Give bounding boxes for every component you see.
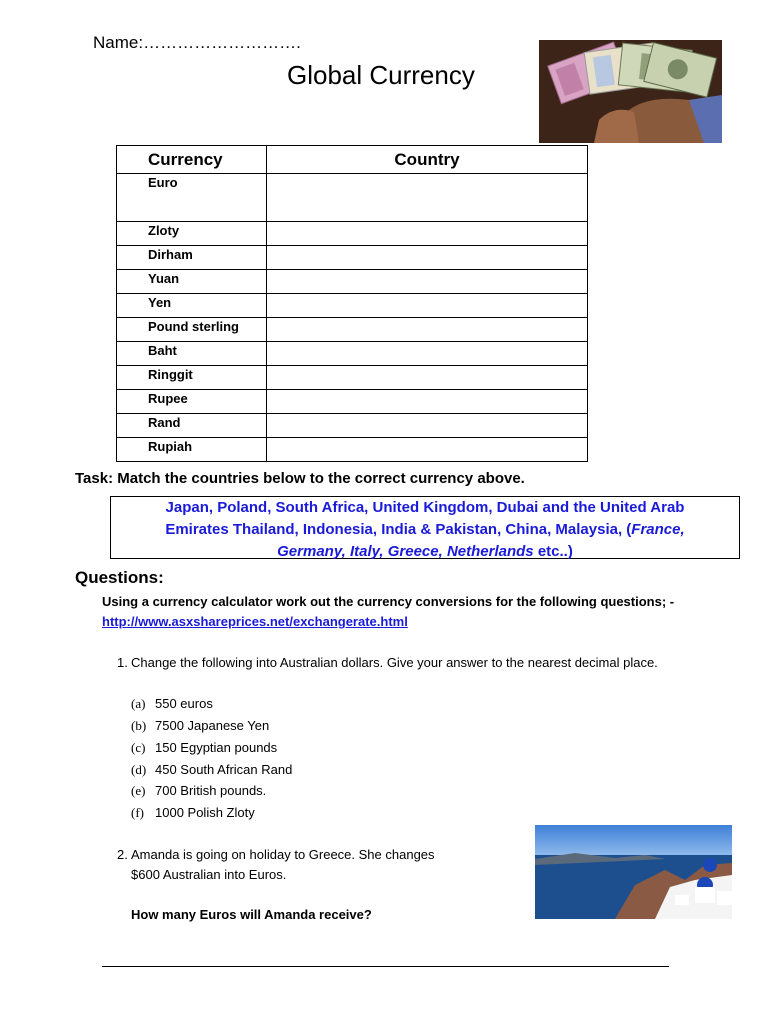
country-answer-cell[interactable]: [267, 270, 588, 294]
question-2-text-line-2: $600 Australian into Euros.: [131, 867, 287, 882]
list-item: (f) 1000 Polish Zloty: [131, 805, 255, 820]
table-row: [117, 318, 588, 342]
country-column-header: Country: [267, 146, 588, 174]
page-title: Global Currency: [287, 60, 475, 90]
questions-heading: Questions:: [75, 568, 164, 587]
currency-column-header: Currency: [117, 146, 267, 174]
list-item: (c) 150 Egyptian pounds: [131, 740, 278, 755]
countries-line-3: Germany, Italy, Greece, Netherlands etc..): [277, 543, 573, 560]
currency-cell: Yuan: [117, 270, 267, 294]
table-row: [117, 414, 588, 438]
question-1-text: Change the following into Australian dollars. Give your answer to the nearest decimal place.: [131, 655, 658, 670]
questions-intro: Using a currency calculator work out the currency conversions for the following questions; -: [102, 594, 675, 609]
currency-cell: Zloty: [117, 222, 267, 246]
currency-cell: Ringgit: [117, 366, 267, 390]
list-item: (b) 7500 Japanese Yen: [131, 718, 270, 733]
table-row: [117, 390, 588, 414]
list-item: (a) 550 euros: [131, 696, 213, 711]
country-answer-cell[interactable]: [267, 222, 588, 246]
country-answer-cell[interactable]: [267, 390, 588, 414]
question-2-text-line-1: Amanda is going on holiday to Greece. She changes: [131, 847, 435, 862]
country-answer-cell[interactable]: [267, 414, 588, 438]
table-row: [117, 294, 588, 318]
table-header-row: [117, 146, 588, 174]
currency-cell: Rand: [117, 414, 267, 438]
list-item: (d) 450 South African Rand: [131, 762, 293, 777]
country-answer-cell[interactable]: [267, 366, 588, 390]
question-1-number: 1.: [117, 655, 128, 670]
countries-line-2: Emirates Thailand, Indonesia, India & Pakistan, China, Malaysia, (France,: [165, 521, 685, 538]
table-row: [117, 366, 588, 390]
name-field-label: Name:……………………….: [93, 33, 301, 52]
exchange-rate-link[interactable]: http://www.asxshareprices.net/exchangerate.html: [102, 614, 408, 629]
currency-cell: Rupiah: [117, 438, 267, 462]
countries-list-box: [110, 496, 740, 559]
country-answer-cell[interactable]: [267, 246, 588, 270]
table-row: [117, 438, 588, 462]
currency-table: [116, 145, 588, 462]
money-photo: [539, 40, 722, 143]
currency-cell: Dirham: [117, 246, 267, 270]
country-answer-cell[interactable]: [267, 294, 588, 318]
table-row: [117, 174, 588, 222]
country-answer-cell[interactable]: [267, 438, 588, 462]
currency-cell: Rupee: [117, 390, 267, 414]
currency-cell: Pound sterling: [117, 318, 267, 342]
country-answer-cell[interactable]: [267, 342, 588, 366]
country-answer-cell[interactable]: [267, 318, 588, 342]
currency-cell: Baht: [117, 342, 267, 366]
table-row: [117, 270, 588, 294]
table-row: [117, 222, 588, 246]
question-2-number: 2.: [117, 847, 128, 862]
countries-line-1: Japan, Poland, South Africa, United Kingdom, Dubai and the United Arab: [165, 499, 685, 516]
task-instruction: Task: Match the countries below to the correct currency above.: [75, 470, 525, 487]
currency-cell: Euro: [117, 174, 267, 222]
answer-line[interactable]: [102, 966, 669, 967]
table-row: [117, 246, 588, 270]
question-2-prompt: How many Euros will Amanda receive?: [131, 907, 372, 922]
table-row: [117, 342, 588, 366]
country-answer-cell[interactable]: [267, 174, 588, 222]
list-item: (e) 700 British pounds.: [131, 783, 267, 798]
currency-cell: Yen: [117, 294, 267, 318]
santorini-photo: [535, 825, 732, 919]
